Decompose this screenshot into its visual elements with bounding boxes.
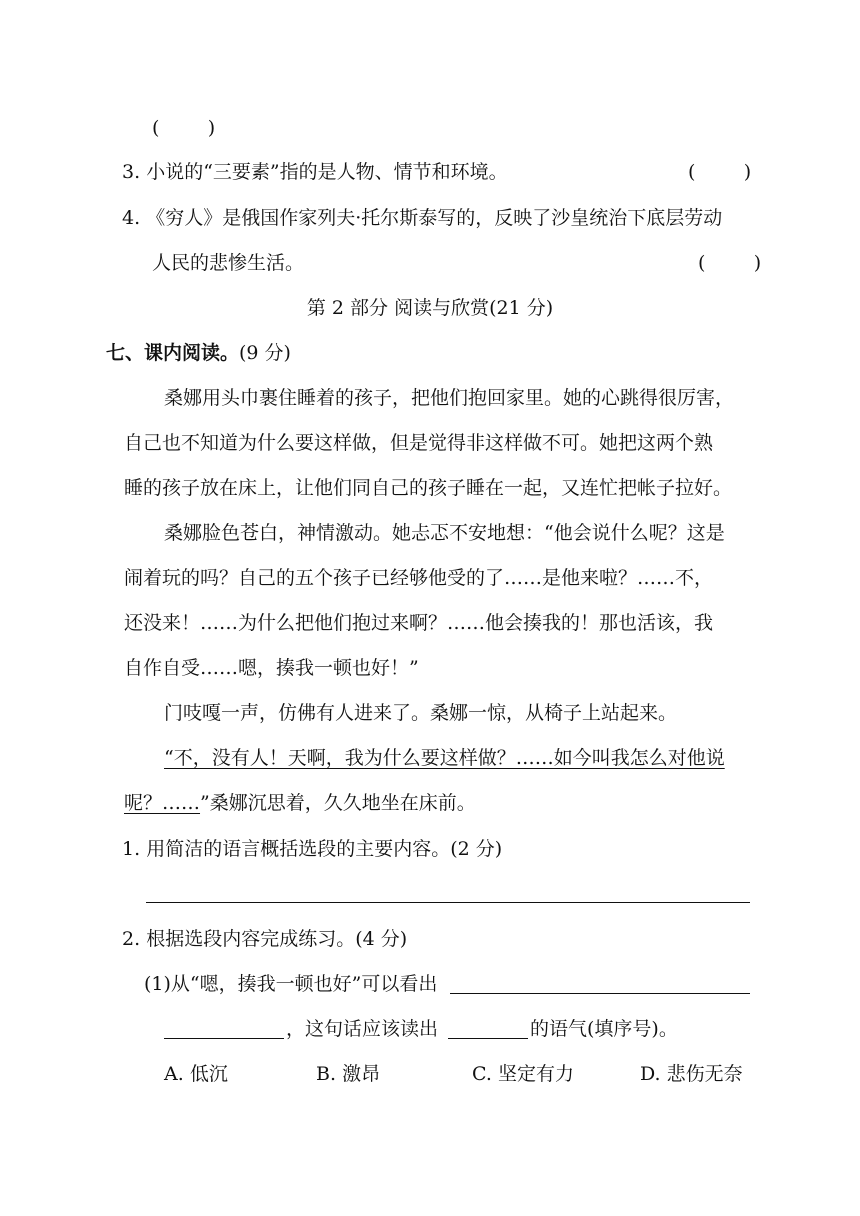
option-text: 坚定有力 — [497, 1063, 574, 1085]
option-b[interactable] — [316, 1062, 380, 1086]
answer-blank-1b[interactable] — [164, 1038, 284, 1039]
question-1 — [122, 837, 502, 861]
question-2 — [122, 927, 407, 951]
answer-blank-1a[interactable] — [450, 993, 750, 994]
item-number: 3. — [122, 161, 141, 183]
answer-blank-1c[interactable] — [448, 1038, 528, 1039]
answer-paren-item4[interactable]: ( ) — [698, 252, 762, 274]
answer-paren-item2[interactable]: ( ) — [152, 117, 216, 139]
option-letter: C. — [472, 1063, 492, 1085]
item-text: 小说的“三要素”指的是人物、情节和环境。 — [146, 161, 508, 183]
passage-line: 自作自受……嗯，揍我一顿也好！” — [124, 657, 419, 679]
answer-paren-item3[interactable]: ( ) — [688, 161, 752, 183]
option-letter: B. — [316, 1063, 337, 1085]
passage-line: 门吱嘎一声，仿佛有人进来了。桑娜一惊，从椅子上站起来。 — [164, 702, 678, 724]
question-text: 用简洁的语言概括选段的主要内容。(2 分) — [146, 838, 503, 860]
underlined-sentence: 呢？…… — [124, 792, 201, 814]
passage-line: 自己也不知道为什么要这样做，但是觉得非这样做不可。她把这两个熟 — [124, 432, 714, 454]
question-number: 2. — [122, 928, 141, 950]
question-text: 根据选段内容完成练习。(4 分) — [146, 928, 408, 950]
underlined-sentence: “不，没有人！天啊，我为什么要这样做？……如今叫我怎么对他说 — [164, 747, 725, 769]
item-text: 《穷人》是俄国作家列夫·托尔斯泰写的，反映了沙皇统治下底层劳动 — [146, 207, 723, 229]
passage-line: 桑娜脸色苍白，神情激动。她忐忑不安地想：“他会说什么呢？这是 — [164, 522, 725, 544]
judgement-item-4-line2: 人民的悲惨生活。 — [152, 252, 305, 274]
passage-text: ”桑娜沉思着，久久地坐在床前。 — [200, 792, 476, 814]
passage-line: 闹着玩的吗？自己的五个孩子已经够他受的了……是他来啦？……不， — [124, 567, 714, 589]
option-text: 悲伤无奈 — [666, 1063, 743, 1085]
option-letter: D. — [640, 1063, 661, 1085]
judgement-item-4 — [122, 206, 722, 230]
item-number: 4. — [122, 207, 141, 229]
subquestion-1: (1)从“嗯，揍我一顿也好”可以看出 — [144, 973, 438, 995]
passage-line — [124, 791, 476, 815]
passage-line: 还没来！……为什么把他们抱过来啊？……他会揍我的！那也活该，我 — [124, 612, 714, 634]
section-heading — [106, 341, 291, 365]
subquestion-1-end: 的语气(填序号)。 — [530, 1018, 678, 1040]
judgement-item-3 — [122, 160, 508, 184]
subquestion-1-mid: ，这句话应该读出 — [286, 1018, 439, 1040]
answer-line-q1[interactable] — [146, 902, 750, 903]
section-score: (9 分) — [239, 342, 291, 364]
passage-line: 桑娜用头巾裹住睡着的孩子，把他们抱回家里。她的心跳得很厉害， — [164, 387, 735, 409]
part-heading: 第 2 部分 阅读与欣赏(21 分) — [306, 297, 554, 319]
option-d[interactable] — [640, 1062, 743, 1086]
passage-line: 睡的孩子放在床上，让他们同自己的孩子睡在一起，又连忙把帐子拉好。 — [124, 477, 733, 499]
option-a[interactable] — [164, 1062, 228, 1086]
question-number: 1. — [122, 838, 141, 860]
option-text: 激昂 — [342, 1063, 381, 1085]
section-title: 七、课内阅读。 — [106, 342, 240, 364]
option-text: 低沉 — [189, 1063, 228, 1085]
option-c[interactable] — [472, 1062, 574, 1086]
option-letter: A. — [164, 1063, 184, 1085]
